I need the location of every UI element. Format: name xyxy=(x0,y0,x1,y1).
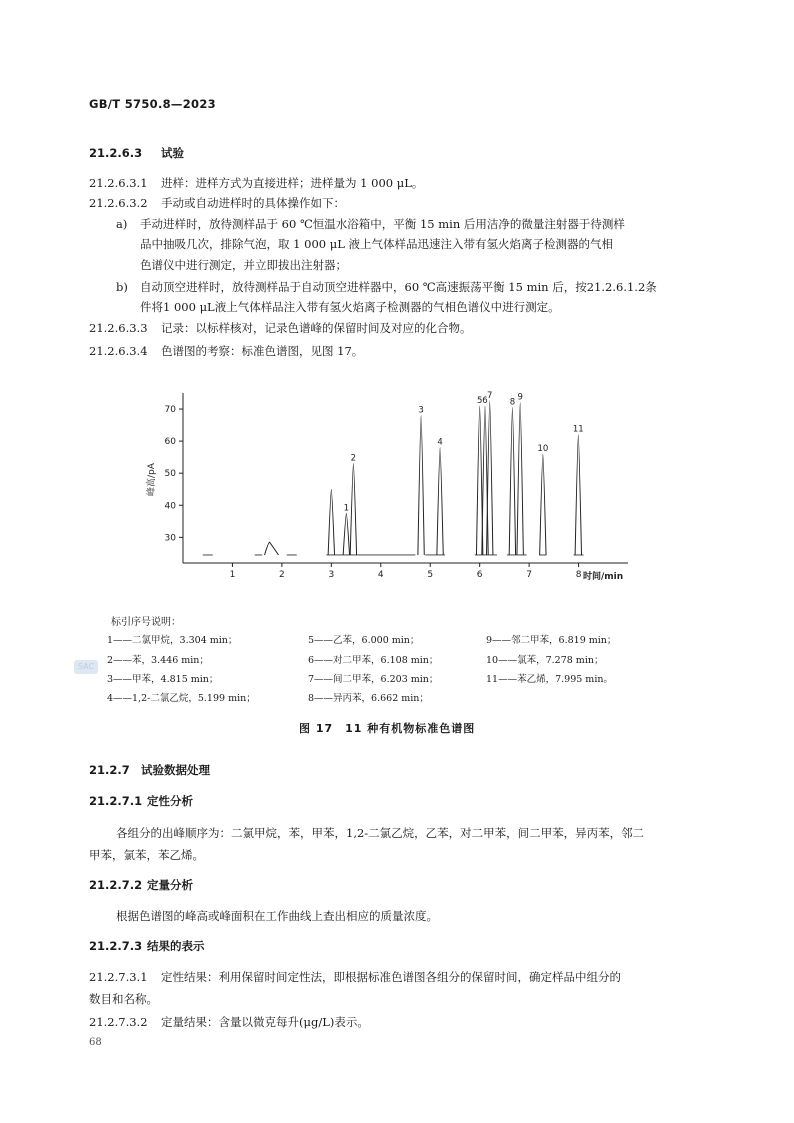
item-a-line-1: 手动进样时，放待测样品于 60 ℃恒温水浴箱中，平衡 15 min 后用洁净的微量注射器于待测样 xyxy=(140,217,625,231)
peak-label-7: 7 xyxy=(486,391,493,402)
item-a-label: a) xyxy=(116,217,128,231)
legend-item-10: 10——氯苯，7.278 min； xyxy=(486,655,604,666)
clause-21-2-6-3-4: 21.2.6.3.4 色谱图的考察：标准色谱图，见图 17。 xyxy=(89,344,364,358)
x-axis-label: 时间/min xyxy=(583,572,624,582)
x-tick-label: 5 xyxy=(427,570,434,580)
clause-21-2-6-3-3: 21.2.6.3.3 记录：以标样核对，记录色谱峰的保留时间及对应的化合物。 xyxy=(89,321,472,335)
peak-label-3: 3 xyxy=(418,405,424,416)
page-number: 68 xyxy=(89,1037,102,1048)
peak-4 xyxy=(437,448,443,555)
x-tick-label: 4 xyxy=(377,570,384,580)
heading-21-2-7-2: 21.2.7.2 定量分析 xyxy=(89,878,193,892)
peak-label-4: 4 xyxy=(437,437,443,448)
chromatogram-chart xyxy=(140,385,640,595)
peak-label-9: 9 xyxy=(517,392,523,403)
clause-21-2-7-3-1-line-1: 21.2.7.3.1 定性结果：利用保留时间定性法，即根据标准色谱图各组分的保留时间，确定样品中组分的 xyxy=(89,970,621,984)
peak-label-10: 10 xyxy=(537,443,549,454)
peak-3 xyxy=(418,415,424,555)
item-a-line-3: 色谱仪中进行测定，并立即拔出注射器； xyxy=(140,258,347,272)
para-21-2-7-1-line-2: 甲苯，氯苯，苯乙烯。 xyxy=(89,848,204,862)
clause-21-2-6-3-1: 21.2.6.3.1 进样：进样方式为直接进样；进样量为 1 000 μL。 xyxy=(89,176,424,190)
standard-code: GB/T 5750.8—2023 xyxy=(89,97,216,111)
x-tick-label: 7 xyxy=(526,570,532,580)
legend-item-4: 4——1,2-二氯乙烷，5.199 min； xyxy=(107,693,256,704)
peak-unlabeled-1 xyxy=(328,489,334,555)
item-b-line-2: 件将1 000 μL液上气体样品注入带有氢火焰离子检测器的气相色谱仪中进行测定。 xyxy=(140,300,560,314)
item-b-label: b) xyxy=(116,280,128,294)
legend-item-1: 1——二氯甲烷，3.304 min； xyxy=(107,635,238,646)
peak-unlabeled-0 xyxy=(265,542,279,555)
peak-label-5: 5 xyxy=(476,395,483,406)
peak-10 xyxy=(540,454,546,555)
y-tick-label: 70 xyxy=(164,405,176,416)
item-b-line-1: 自动顶空进样时，放待测样品于自动顶空进样器中，60 ℃高速振荡平衡 15 min 后，按21.2.6.1.2条 xyxy=(140,280,657,294)
peak-label-6: 6 xyxy=(482,395,488,406)
x-tick-label: 8 xyxy=(575,570,582,580)
legend-item-7: 7——间二甲苯，6.203 min； xyxy=(308,674,439,685)
chart-labels xyxy=(344,391,584,513)
legend-item-8: 8——异丙苯，6.662 min； xyxy=(308,693,429,704)
peak-11 xyxy=(575,435,581,555)
peak-9 xyxy=(517,403,523,555)
peak-2 xyxy=(350,464,356,555)
legend-item-6: 6——对二甲苯，6.108 min； xyxy=(308,655,439,666)
y-tick-label: 40 xyxy=(164,501,176,512)
legend-item-11: 11——苯乙烯，7.995 min。 xyxy=(486,674,613,685)
clause-21-2-7-3-1-line-2: 数目和名称。 xyxy=(89,992,158,1006)
watermark-logo: SAC xyxy=(74,660,98,674)
y-axis-label: 峰高/pA xyxy=(147,463,157,496)
peak-1 xyxy=(343,513,349,555)
legend-item-5: 5——乙苯，6.000 min； xyxy=(308,635,420,646)
peak-label-8: 8 xyxy=(509,397,516,408)
clause-21-2-6-3-2: 21.2.6.3.2 手动或自动进样时的具体操作如下： xyxy=(89,196,345,210)
para-21-2-7-2: 根据色谱图的峰高或峰面积在工作曲线上查出相应的质量浓度。 xyxy=(116,909,438,923)
x-tick-label: 6 xyxy=(476,570,483,580)
heading-21-2-7: 21.2.7 试验数据处理 xyxy=(89,763,210,777)
x-tick-label: 3 xyxy=(328,570,335,580)
peak-label-11: 11 xyxy=(572,424,584,435)
clause-21-2-7-3-2: 21.2.7.3.2 定量结果：含量以微克每升(μg/L)表示。 xyxy=(89,1015,369,1029)
legend-item-2: 2——苯，3.446 min； xyxy=(107,655,209,666)
peak-label-1: 1 xyxy=(343,503,350,514)
y-tick-label: 60 xyxy=(164,437,176,448)
legend-item-9: 9——邻二甲苯，6.819 min； xyxy=(486,635,617,646)
item-a-line-2: 品中抽吸几次，排除气泡，取 1 000 μL 液上气体样品迅速注入带有氢火焰离子检测器的气相 xyxy=(140,237,613,251)
y-tick-label: 30 xyxy=(164,533,176,544)
legend-item-3: 3——甲苯，4.815 min； xyxy=(107,674,219,685)
chart-trace xyxy=(203,401,584,555)
y-tick-label: 50 xyxy=(164,469,176,480)
para-21-2-7-1-line-1: 各组分的出峰顺序为：二氯甲烷，苯，甲苯，1,2-二氯乙烷，乙苯，对二甲苯，间二甲苯，异丙苯，邻二 xyxy=(116,826,645,840)
heading-21-2-7-1: 21.2.7.1 定性分析 xyxy=(89,794,193,808)
x-tick-label: 1 xyxy=(229,570,236,580)
heading-21-2-6-3: 21.2.6.3 试验 xyxy=(89,146,184,160)
x-tick-label: 2 xyxy=(279,570,285,580)
peak-label-2: 2 xyxy=(350,453,357,464)
peak-8 xyxy=(509,407,515,555)
heading-21-2-7-3: 21.2.7.3 结果的表示 xyxy=(89,939,205,953)
figure-caption: 图 17 11 种有机物标准色谱图 xyxy=(299,722,476,735)
chart-axes xyxy=(183,393,628,563)
legend-title: 标引序号说明： xyxy=(111,617,181,628)
